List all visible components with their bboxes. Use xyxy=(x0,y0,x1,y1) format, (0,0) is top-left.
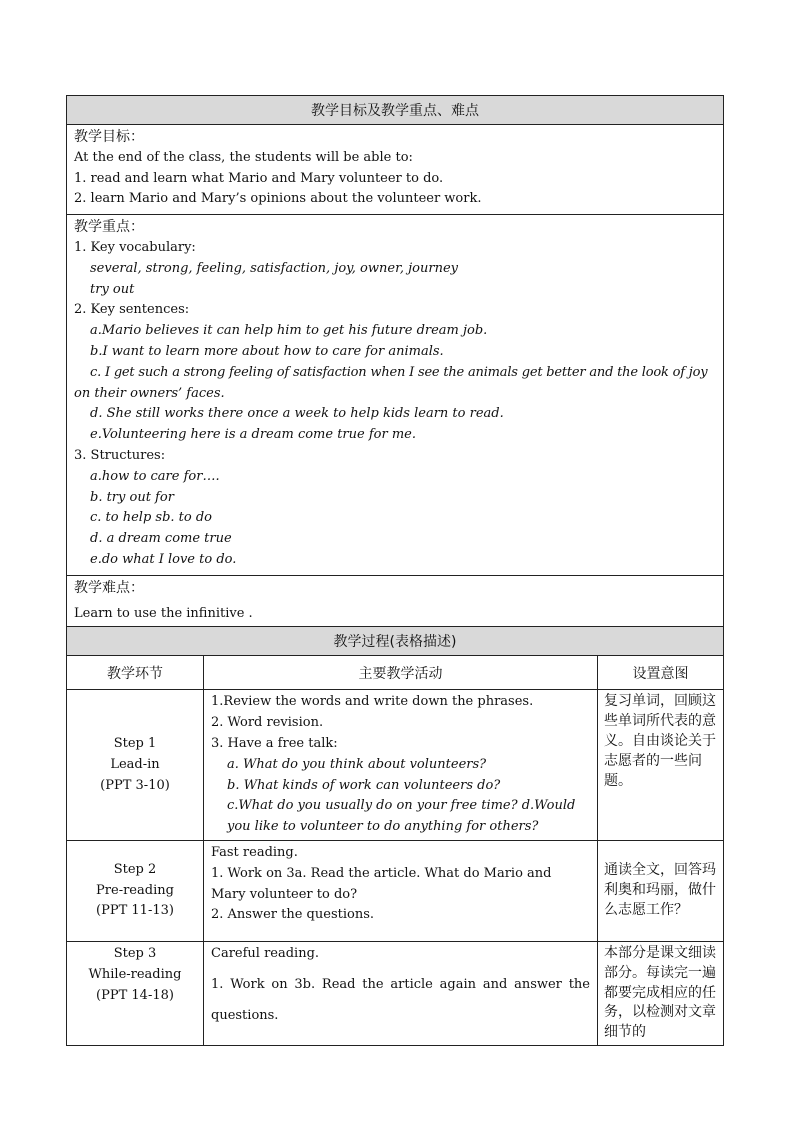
step-ppt: (PPT 14-18) xyxy=(96,987,174,1003)
key-sentence-continued: on their owners’ faces. xyxy=(74,385,225,401)
key-sentence: a.Mario believes it can help him to get his future dream job. xyxy=(90,323,488,339)
objectives-section xyxy=(67,125,724,215)
step-row xyxy=(67,840,724,941)
key-sentence: b.I want to learn more about how to care for animals. xyxy=(90,343,444,359)
process-header: 教学过程(表格描述) xyxy=(67,627,724,656)
intent-cell: 通读全文，回答玛利奥和玛丽，做什么志愿工作？ xyxy=(598,840,724,941)
objective-line: 2. learn Mario and Mary’s opinions about the volunteer work. xyxy=(74,191,482,207)
structure-item: d. a dream come true xyxy=(90,531,232,547)
activity-line: 1. Work on 3a. Read the article. What do Mario and Mary volunteer to do? xyxy=(211,865,552,902)
free-talk-question: b. What kinds of work can volunteers do? xyxy=(227,777,501,793)
key-sentence: c. I get such a strong feeling of satisfaction when I see the animals get better and the look of joy xyxy=(90,364,708,380)
activity-cell xyxy=(204,840,598,941)
column-header-intent: 设置意图 xyxy=(598,656,724,690)
column-header-step: 教学环节 xyxy=(67,656,204,690)
intent-cell: 复习单词，回顾这些单词所代表的意义。自由谈论关于志愿者的一些问题。 xyxy=(598,690,724,841)
key-points-section xyxy=(67,215,724,576)
step-cell xyxy=(67,941,204,1045)
structure-item: a.how to care for…. xyxy=(90,468,220,484)
sentences-label: 2. Key sentences: xyxy=(74,302,190,318)
activity-cell xyxy=(204,690,598,841)
key-sentence: d. She still works there once a week to help kids learn to read. xyxy=(90,406,504,422)
activity-line: 1. Work on 3b. Read the article again and answer the questions. xyxy=(211,976,590,1023)
free-talk-question: c.What do you usually do on your free time? d.Would xyxy=(227,798,576,814)
vocab-label: 1. Key vocabulary: xyxy=(74,239,196,255)
activity-line: Fast reading. xyxy=(211,844,298,860)
step-name: Step 1 xyxy=(113,735,157,751)
free-talk-question: you like to volunteer to do anything for others? xyxy=(227,819,539,835)
step-cell xyxy=(67,840,204,941)
step-ppt: (PPT 11-13) xyxy=(96,903,174,919)
step-name: Step 2 xyxy=(113,861,157,877)
objective-line: At the end of the class, the students will be able to: xyxy=(74,149,413,165)
difficulties-text: Learn to use the infinitive . xyxy=(74,605,253,621)
step-phase: While-reading xyxy=(88,966,182,982)
intent-cell: 本部分是课文细读部分。每读完一遍都要完成相应的任务，以检测对文章细节的 xyxy=(598,941,724,1045)
step-row xyxy=(67,690,724,841)
step-name: Step 3 xyxy=(113,945,157,961)
structures-label: 3. Structures: xyxy=(74,447,166,463)
step-cell xyxy=(67,690,204,841)
objectives-title: 教学目标： xyxy=(74,129,144,145)
structure-item: b. try out for xyxy=(90,489,174,505)
lesson-plan-document xyxy=(66,95,723,1046)
vocab-words: several, strong, feeling, satisfaction, joy, owner, journey xyxy=(90,260,458,276)
difficulties-title: 教学难点： xyxy=(74,579,144,596)
activity-line: 2. Word revision. xyxy=(211,715,324,731)
column-header-activity: 主要教学活动 xyxy=(204,656,598,690)
lesson-plan-table xyxy=(66,95,724,1046)
difficulties-section xyxy=(67,575,724,627)
activity-line: Careful reading. xyxy=(211,945,320,961)
key-sentence: e.Volunteering here is a dream come true for me. xyxy=(90,427,416,443)
objectives-header: 教学目标及教学重点、难点 xyxy=(67,96,724,125)
structure-item: e.do what I love to do. xyxy=(90,551,237,567)
step-phase: Lead-in xyxy=(110,756,160,772)
activity-line: 2. Answer the questions. xyxy=(211,907,375,923)
activity-line: 3. Have a free talk: xyxy=(211,735,338,751)
step-phase: Pre-reading xyxy=(96,882,174,898)
step-ppt: (PPT 3-10) xyxy=(100,777,170,793)
objective-line: 1. read and learn what Mario and Mary volunteer to do. xyxy=(74,170,444,186)
activity-cell xyxy=(204,941,598,1045)
structure-item: c. to help sb. to do xyxy=(90,510,212,526)
activity-line: 1.Review the words and write down the phrases. xyxy=(211,694,534,710)
step-row xyxy=(67,941,724,1045)
key-points-title: 教学重点： xyxy=(74,219,144,236)
free-talk-question: a. What do you think about volunteers? xyxy=(227,756,487,772)
vocab-phrase: try out xyxy=(90,281,135,297)
